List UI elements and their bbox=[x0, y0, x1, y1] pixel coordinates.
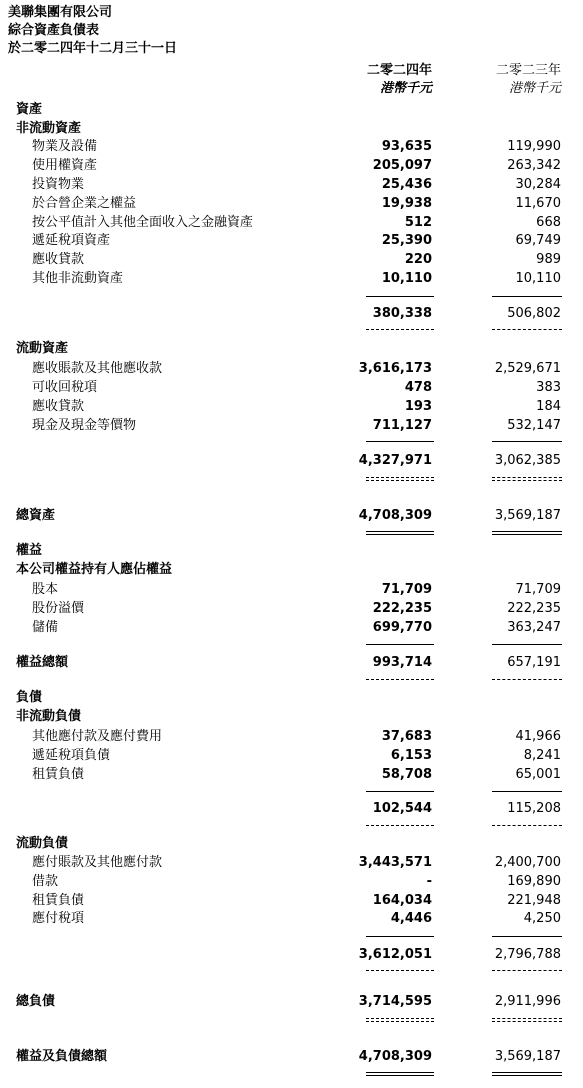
dashed-rule bbox=[492, 970, 562, 971]
total-2024: 3,714,595 bbox=[358, 994, 432, 1009]
value-2024: 699,770 bbox=[372, 620, 432, 635]
subtotal-rule bbox=[492, 791, 562, 792]
value-2024: 193 bbox=[404, 399, 432, 414]
dashed-rule bbox=[366, 329, 434, 330]
value-2024: 220 bbox=[404, 252, 432, 267]
value-2023: 71,709 bbox=[515, 582, 561, 597]
value-2023: 8,241 bbox=[523, 748, 561, 763]
subtotal-2023: 115,208 bbox=[507, 801, 561, 816]
section-heading-non-current-liabilities bbox=[0, 707, 583, 726]
value-2023: 184 bbox=[536, 399, 561, 414]
line-item-label: 股份溢價 bbox=[32, 601, 85, 616]
line-item-label: 使用權資產 bbox=[32, 158, 98, 173]
table-row bbox=[0, 765, 583, 784]
line-item-label: 應付稅項 bbox=[32, 911, 85, 926]
table-row bbox=[0, 599, 583, 618]
double-dashed-rule bbox=[492, 1018, 562, 1022]
value-2024: - bbox=[426, 874, 432, 889]
total-label: 總負債 bbox=[16, 994, 56, 1009]
section-heading-liabilities bbox=[0, 688, 583, 707]
table-row bbox=[0, 853, 583, 872]
total-2023: 657,191 bbox=[507, 655, 561, 670]
section-heading-non-current-assets bbox=[0, 119, 583, 138]
value-2023: 41,966 bbox=[515, 729, 561, 744]
subtotal-rule bbox=[366, 644, 434, 645]
value-2023: 383 bbox=[536, 380, 561, 395]
subtotal-2024: 380,338 bbox=[372, 306, 432, 321]
double-rule bbox=[366, 1072, 434, 1076]
line-item-label: 應收貸款 bbox=[32, 252, 85, 267]
subtotal-rule bbox=[492, 936, 562, 937]
section-label: 流動負債 bbox=[16, 836, 69, 851]
column-header-2023: 二零二三年 bbox=[495, 63, 561, 78]
total-2023: 3,569,187 bbox=[494, 1049, 561, 1064]
section-label: 本公司權益持有人應佔權益 bbox=[16, 562, 173, 577]
value-2023: 119,990 bbox=[507, 139, 561, 154]
line-item-label: 物業及設備 bbox=[32, 139, 98, 154]
section-heading-assets bbox=[0, 100, 583, 119]
section-heading-current-liabilities bbox=[0, 834, 583, 853]
table-row bbox=[0, 137, 583, 156]
line-item-label: 其他應付款及應付費用 bbox=[32, 729, 163, 744]
line-item-label: 應收貸款 bbox=[32, 399, 85, 414]
subtotal-row bbox=[0, 451, 583, 470]
value-2023: 222,235 bbox=[507, 601, 561, 616]
value-2023: 69,749 bbox=[515, 233, 561, 248]
table-row bbox=[0, 269, 583, 288]
value-2024: 19,938 bbox=[381, 196, 432, 211]
value-2024: 6,153 bbox=[390, 748, 432, 763]
table-row bbox=[0, 359, 583, 378]
subtotal-rule bbox=[492, 441, 562, 442]
total-liabilities-row bbox=[0, 992, 583, 1011]
subtotal-2023: 506,802 bbox=[507, 306, 561, 321]
dashed-rule bbox=[492, 329, 562, 330]
value-2024: 711,127 bbox=[372, 418, 432, 433]
value-2024: 4,446 bbox=[390, 911, 432, 926]
value-2023: 2,529,671 bbox=[494, 361, 561, 376]
value-2024: 93,635 bbox=[381, 139, 432, 154]
table-row bbox=[0, 175, 583, 194]
table-row bbox=[0, 231, 583, 250]
subtotal-row bbox=[0, 799, 583, 818]
total-2023: 3,569,187 bbox=[494, 508, 561, 523]
table-row bbox=[0, 618, 583, 637]
value-2023: 532,147 bbox=[507, 418, 561, 433]
total-assets-row bbox=[0, 506, 583, 525]
total-equity-row bbox=[0, 653, 583, 672]
subtotal-2024: 102,544 bbox=[372, 801, 432, 816]
line-item-label: 其他非流動資產 bbox=[32, 271, 124, 286]
subtotal-row bbox=[0, 304, 583, 323]
column-header-2024: 二零二四年 bbox=[366, 63, 432, 78]
total-label: 權益總額 bbox=[16, 655, 69, 670]
statement-title: 綜合資產負債表 bbox=[8, 23, 100, 38]
value-2023: 65,001 bbox=[515, 767, 561, 782]
subtotal-row bbox=[0, 945, 583, 964]
line-item-label: 應付賬款及其他應付款 bbox=[32, 855, 163, 870]
value-2024: 512 bbox=[404, 215, 432, 230]
table-row bbox=[0, 872, 583, 891]
line-item-label: 遞延稅項負債 bbox=[32, 748, 111, 763]
section-heading-equity bbox=[0, 541, 583, 560]
value-2023: 989 bbox=[536, 252, 561, 267]
total-2024: 993,714 bbox=[372, 655, 432, 670]
value-2024: 3,616,173 bbox=[358, 361, 432, 376]
company-name: 美聯集團有限公司 bbox=[8, 5, 113, 20]
subtotal-2024: 3,612,051 bbox=[358, 947, 432, 962]
line-item-label: 按公平值計入其他全面收入之金融資產 bbox=[32, 215, 254, 230]
value-2024: 222,235 bbox=[372, 601, 432, 616]
line-item-label: 可收回稅項 bbox=[32, 380, 98, 395]
dashed-rule bbox=[366, 825, 434, 826]
double-rule bbox=[366, 531, 434, 535]
line-item-label: 借款 bbox=[32, 874, 59, 889]
dashed-rule bbox=[492, 679, 562, 680]
line-item-label: 於合營企業之權益 bbox=[32, 196, 137, 211]
subtotal-rule bbox=[492, 296, 562, 297]
value-2024: 37,683 bbox=[381, 729, 432, 744]
value-2024: 10,110 bbox=[381, 271, 432, 286]
double-rule bbox=[492, 1072, 562, 1076]
line-item-label: 應收賬款及其他應收款 bbox=[32, 361, 163, 376]
value-2023: 668 bbox=[536, 215, 561, 230]
value-2024: 205,097 bbox=[372, 158, 432, 173]
section-label: 非流動資產 bbox=[16, 121, 82, 136]
subtotal-rule bbox=[366, 791, 434, 792]
value-2023: 30,284 bbox=[515, 177, 561, 192]
dashed-rule bbox=[366, 970, 434, 971]
table-row bbox=[0, 891, 583, 910]
subtotal-2024: 4,327,971 bbox=[358, 453, 432, 468]
table-row bbox=[0, 378, 583, 397]
table-row bbox=[0, 416, 583, 435]
total-2024: 4,708,309 bbox=[358, 508, 432, 523]
line-item-label: 儲備 bbox=[32, 620, 59, 635]
double-rule bbox=[492, 531, 562, 535]
value-2024: 25,390 bbox=[381, 233, 432, 248]
section-label: 負債 bbox=[16, 690, 43, 705]
value-2023: 4,250 bbox=[523, 911, 561, 926]
value-2023: 263,342 bbox=[507, 158, 561, 173]
subtotal-rule bbox=[366, 296, 434, 297]
table-row bbox=[0, 213, 583, 232]
table-row bbox=[0, 397, 583, 416]
value-2023: 10,110 bbox=[515, 271, 561, 286]
total-2024: 4,708,309 bbox=[358, 1049, 432, 1064]
total-2023: 2,911,996 bbox=[494, 994, 561, 1009]
total-label: 總資產 bbox=[16, 508, 56, 523]
value-2024: 71,709 bbox=[381, 582, 432, 597]
unit-2024: 港幣千元 bbox=[379, 81, 432, 96]
value-2024: 164,034 bbox=[372, 893, 432, 908]
section-label: 流動資產 bbox=[16, 341, 69, 356]
value-2024: 478 bbox=[404, 380, 432, 395]
subtotal-2023: 3,062,385 bbox=[494, 453, 561, 468]
section-heading-current-assets bbox=[0, 339, 583, 358]
total-equity-and-liabilities-row bbox=[0, 1047, 583, 1066]
table-row bbox=[0, 909, 583, 928]
table-row bbox=[0, 194, 583, 213]
unit-2023: 港幣千元 bbox=[508, 81, 561, 96]
value-2023: 11,670 bbox=[515, 196, 561, 211]
value-2024: 25,436 bbox=[381, 177, 432, 192]
value-2023: 363,247 bbox=[507, 620, 561, 635]
line-item-label: 遞延稅項資產 bbox=[32, 233, 111, 248]
subtotal-2023: 2,796,788 bbox=[494, 947, 561, 962]
section-label: 非流動負債 bbox=[16, 709, 82, 724]
value-2023: 221,948 bbox=[507, 893, 561, 908]
subtotal-rule bbox=[366, 441, 434, 442]
section-heading-equity-attrib bbox=[0, 560, 583, 579]
total-label: 權益及負債總額 bbox=[16, 1049, 108, 1064]
line-item-label: 租賃負債 bbox=[32, 893, 85, 908]
dashed-rule bbox=[366, 679, 434, 680]
table-row bbox=[0, 746, 583, 765]
line-item-label: 租賃負債 bbox=[32, 767, 85, 782]
table-row bbox=[0, 580, 583, 599]
value-2024: 58,708 bbox=[381, 767, 432, 782]
section-label: 資產 bbox=[16, 102, 43, 117]
section-label: 權益 bbox=[16, 543, 43, 558]
statement-date: 於二零二四年十二月三十一日 bbox=[8, 41, 178, 56]
double-dashed-rule bbox=[492, 477, 562, 481]
subtotal-rule bbox=[492, 644, 562, 645]
subtotal-rule bbox=[366, 936, 434, 937]
line-item-label: 投資物業 bbox=[32, 177, 85, 192]
value-2023: 2,400,700 bbox=[494, 855, 561, 870]
line-item-label: 現金及現金等價物 bbox=[32, 418, 137, 433]
double-dashed-rule bbox=[366, 477, 434, 481]
value-2023: 169,890 bbox=[507, 874, 561, 889]
table-row bbox=[0, 250, 583, 269]
table-row bbox=[0, 727, 583, 746]
dashed-rule bbox=[492, 825, 562, 826]
table-row bbox=[0, 156, 583, 175]
line-item-label: 股本 bbox=[32, 582, 59, 597]
double-dashed-rule bbox=[366, 1018, 434, 1022]
value-2024: 3,443,571 bbox=[358, 855, 432, 870]
